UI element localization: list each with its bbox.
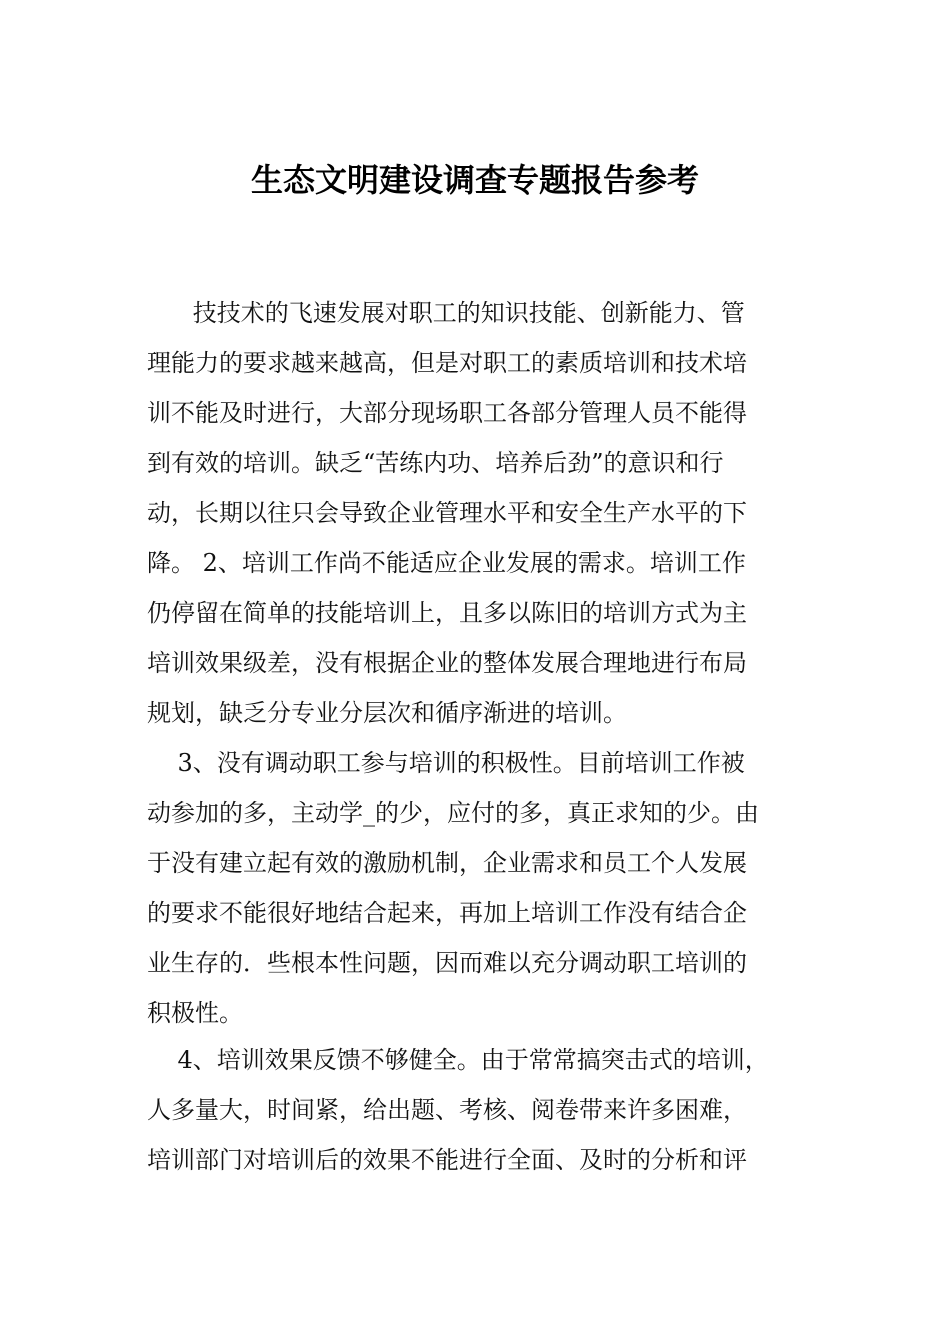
text-line: 培训部门对培训后的效果不能进行全面、及时的分析和评 (147, 1146, 747, 1174)
text-line: 动参加的多，主动学_的少，应付的多，真正求知的少。由 (147, 799, 759, 827)
text-line: 训不能及时进行，大部分现场职工各部分管理人员不能得 (147, 399, 747, 427)
text-line: 积极性。 (147, 999, 243, 1027)
paragraph-1 (147, 288, 827, 738)
text-line: 的要求不能很好地结合起来，再加上培训工作没有结合企 (147, 899, 747, 927)
document-title: 生态文明建设调查专题报告参考 (250, 161, 699, 199)
text-line: 人多量大，时间紧，给出题、考核、阅卷带来许多困难， (147, 1096, 747, 1124)
text-line: 3、没有调动职工参与培训的积极性。目前培训工作被 (147, 749, 745, 777)
text-line: 4、培训效果反馈不够健全。由于常常搞突击式的培训， (147, 1046, 769, 1074)
text-line: 仍停留在简单的技能培训上，且多以陈旧的培训方式为主 (147, 599, 747, 627)
text-line: 业生存的．些根本性问题，因而难以充分调动职工培训的 (147, 949, 747, 977)
text-line: 规划，缺乏分专业分层次和循序渐进的培训。 (147, 699, 627, 727)
text-line: 动，长期以往只会导致企业管理水平和安全生产水平的下 (147, 499, 747, 527)
text-line: 于没有建立起有效的激励机制，企业需求和员工个人发展 (147, 849, 747, 877)
text-line: 降。 2、培训工作尚不能适应企业发展的需求。培训工作 (147, 549, 746, 577)
text-line: 理能力的要求越来越高，但是对职工的素质培训和技术培 (147, 349, 747, 377)
paragraph-3 (147, 1035, 827, 1185)
paragraph-2 (147, 738, 827, 1038)
text-line: 技技术的飞速发展对职工的知识技能、创新能力、管 (147, 299, 745, 327)
text-line: 到有效的培训。缺乏“苦练内功、培养后劲”的意识和行 (147, 449, 724, 477)
text-line: 培训效果级差，没有根据企业的整体发展合理地进行布局 (147, 649, 747, 677)
